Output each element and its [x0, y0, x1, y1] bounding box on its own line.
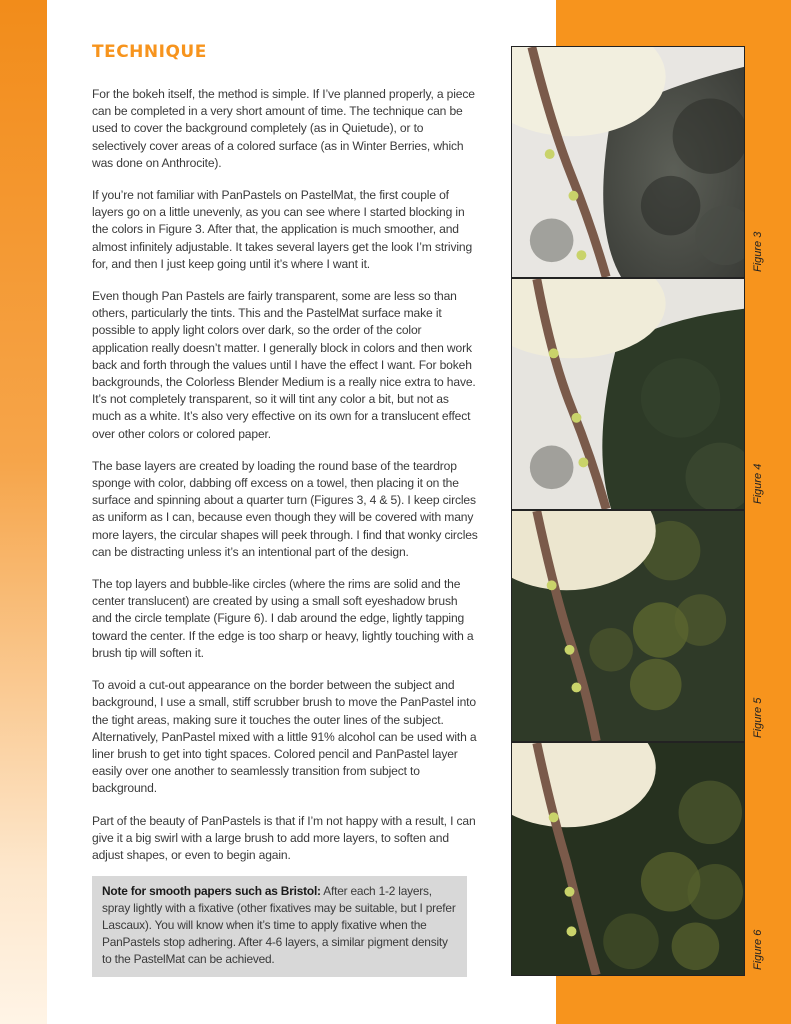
- figure-4-caption: Figure 4: [752, 463, 764, 504]
- figure-6-image: [511, 742, 745, 976]
- paragraph: The top layers and bubble-like circles (where the rims are solid and the center translucent) are created by using a small soft eyeshadow brush and the circle template (Figure 6). I dab around the edge, lightly tapping toward the center. If the edge is too sharp or heavy, lightly touching with a brush tip will soften it.: [92, 577, 474, 660]
- note-text: After each 1-2 layers, spray lightly with a fixative (other fixatives may be suitable, but I prefer Lascaux). You will know when it’s time to apply fixative when the PanPastels stop adhering. After 4-6 layers, a similar pigment density to the PastelMat can be achieved.: [102, 884, 456, 966]
- figure-3-image: [511, 46, 745, 278]
- paragraph: Even though Pan Pastels are fairly transparent, some are less so than others, particularly the tints. This and the PastelMat surface make it possible to apply light colors over dark, so the order of the color application really doesn’t matter. I generally block in colors and then work back and forth through the values until I have the effect I want. For bokeh backgrounds, the Colorless Blender Medium is a really nice extra to have. It’s not completely transparent, so it will tint any color a bit, but not as much as a white. It’s also very effective on its own for a translucent effect over other colors or colored paper.: [92, 289, 476, 441]
- note-box: [92, 876, 467, 977]
- figure-5-caption: Figure 5: [752, 697, 764, 738]
- paragraph: The base layers are created by loading the round base of the teardrop sponge with color, dabbing off excess on a towel, then placing it on the surface and spinning about a quarter turn (Figures 3, 4 & 5). I keep circles as uniform as I can, because even though they will be covered with many more layers, the circular shapes will peek through. I find that wonky circles can be distracting unless it’s an intentional part of the design.: [92, 458, 478, 559]
- figure-3-caption: Figure 3: [752, 231, 764, 272]
- paragraph: To avoid a cut-out appearance on the border between the subject and background, I use a small, stiff scrubber brush to move the PanPastel into the tight areas, making sure it touches the outer lines of the subject. Alternatively, PanPastel mixed with a little 91% alcohol can be used with a liner brush to get into tight spaces. Colored pencil and PanPastel layer easily over one another to seamlessly transition from subject to background.: [92, 678, 477, 796]
- left-decorative-bar: [0, 0, 47, 1024]
- paragraph: Part of the beauty of PanPastels is that if I’m not happy with a result, I can give it a big swirl with a large brush to add more layers, to soften and adjust shapes, or even to begin again.: [92, 813, 476, 862]
- figure-6-caption: Figure 6: [752, 929, 764, 970]
- figure-5-image: [511, 510, 745, 742]
- article-body: [92, 86, 478, 879]
- paragraph: If you’re not familiar with PanPastels on PastelMat, the first couple of layers go on a little unevenly, as you can see where I started blocking in the colors in Figure 3. After that, the application is much smoother, and almost infinitely adjustable. It takes several layers get the look I’m striving for, and then I just keep going until it’s where I want it.: [92, 188, 473, 271]
- note-title: Note for smooth papers such as Bristol:: [102, 884, 321, 898]
- section-heading: TECHNIQUE: [92, 42, 207, 62]
- paragraph: For the bokeh itself, the method is simple. If I’ve planned properly, a piece can be completed in a very short amount of time. The technique can be used to cover the background completely (as in Quietude), or to selectively cover areas of a colored surface (as in Winter Berries, which was done on Anthrocite).: [92, 87, 475, 170]
- figure-4-image: [511, 278, 745, 510]
